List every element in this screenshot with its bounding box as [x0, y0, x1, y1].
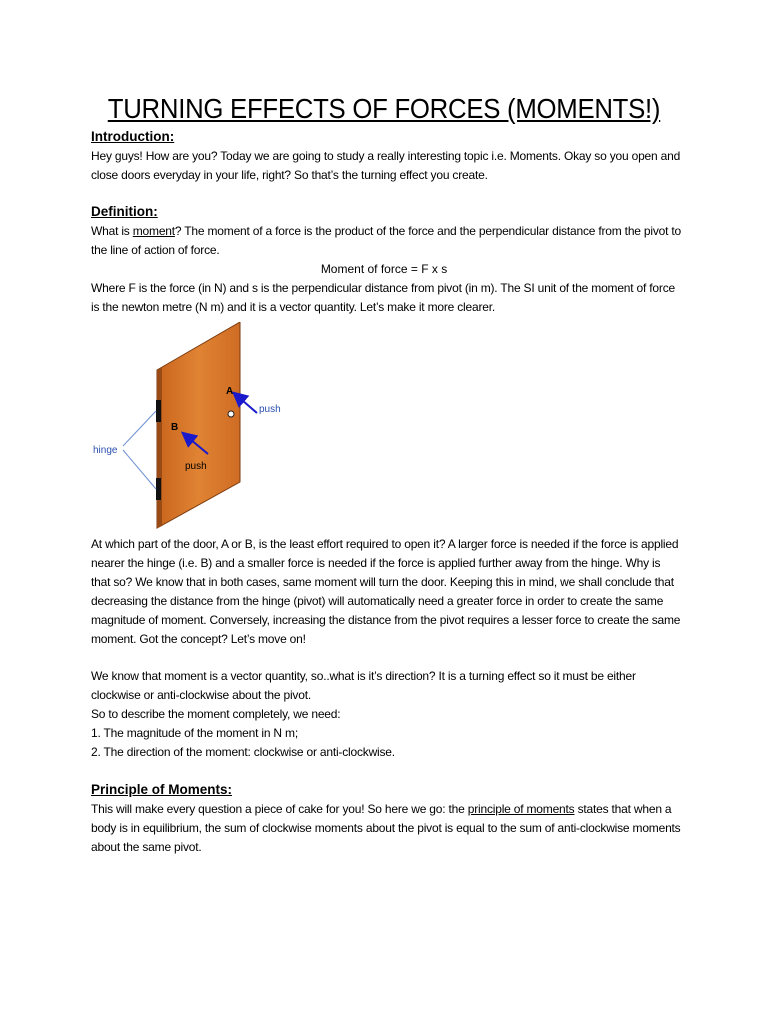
direction-line-2: So to describe the moment completely, we need: — [91, 707, 341, 721]
principle-text-before: This will make every question a piece of cake for you! So here we go: the — [91, 802, 468, 816]
push-b-label: push — [185, 461, 207, 472]
principle-of-moments-term: principle of moments — [467, 802, 575, 816]
push-a-label: push — [259, 404, 281, 415]
principle-heading: Principle of Moments: — [91, 782, 233, 797]
hinge-pointer-upper — [123, 411, 156, 446]
principle-paragraph — [91, 800, 681, 857]
direction-line-1: We know that moment is a vector quantity, so..what is it’s direction? It is a turning effect so it must be either clockwise or anti-clockwise about the pivot. — [91, 669, 636, 702]
moment-term: moment — [132, 224, 175, 238]
hinge-label: hinge — [93, 445, 118, 456]
definition-paragraph — [91, 222, 681, 260]
introduction-paragraph: Hey guys! How are you? Today we are going to study a really interesting topic i.e. Moments. Okay so you open and close doors everyday in your life, right? So that’s the turning effect you create. — [91, 149, 681, 182]
definition-heading: Definition: — [91, 204, 158, 219]
hinge-pointer-lower — [123, 450, 156, 489]
definition-explanation: Where F is the force (in N) and s is the perpendicular distance from pivot (in m). The SI unit of the moment of force is the newton metre (N m) and it is a vector quantity. Let’s make it more clearer. — [91, 281, 675, 314]
door-edge — [157, 368, 162, 528]
page-title: TURNING EFFECTS OF FORCES (MOMENTS!) — [107, 93, 661, 124]
door-panel — [157, 322, 240, 528]
direction-item-1: 1. The magnitude of the moment in N m; — [91, 726, 298, 740]
principle-text-after: states that when a body is in equilibrium, the sum of clockwise moments about the pivot is equal to the sum of anti-clockwise moments about the same pivot. — [91, 802, 681, 854]
door-figure — [85, 322, 385, 532]
point-b-label: B — [171, 422, 179, 433]
door-diagram — [85, 322, 385, 532]
upper-hinge-icon — [156, 400, 161, 422]
moment-formula: Moment of force = F x s — [320, 262, 448, 276]
direction-section — [91, 667, 681, 762]
door-discussion-paragraph: At which part of the door, A or B, is the least effort required to open it? A larger force is needed if the force is applied nearer the hinge (i.e. B) and a smaller force is needed if the force is applied further away from the hinge. Why is that so? We know that in both cases, same moment will turn the door. Keeping this in mind, we shall conclude that decreasing the distance from the hinge (pivot) will automatically need a greater force in order to create the same magnitude of moment. Conversely, increasing the distance from the pivot requires a lesser force to create the same moment. Got the concept? Let’s move on! — [91, 537, 681, 646]
direction-item-2: 2. The direction of the moment: clockwise or anti-clockwise. — [91, 745, 395, 759]
door-handle-icon — [228, 411, 234, 417]
definition-text-before: What is — [91, 224, 133, 238]
point-a-label: A — [226, 386, 234, 397]
lower-hinge-icon — [156, 478, 161, 500]
definition-text-after: ? The moment of a force is the product of the force and the perpendicular distance from the pivot to the line of action of force. — [91, 224, 681, 257]
introduction-heading: Introduction: — [91, 129, 175, 144]
